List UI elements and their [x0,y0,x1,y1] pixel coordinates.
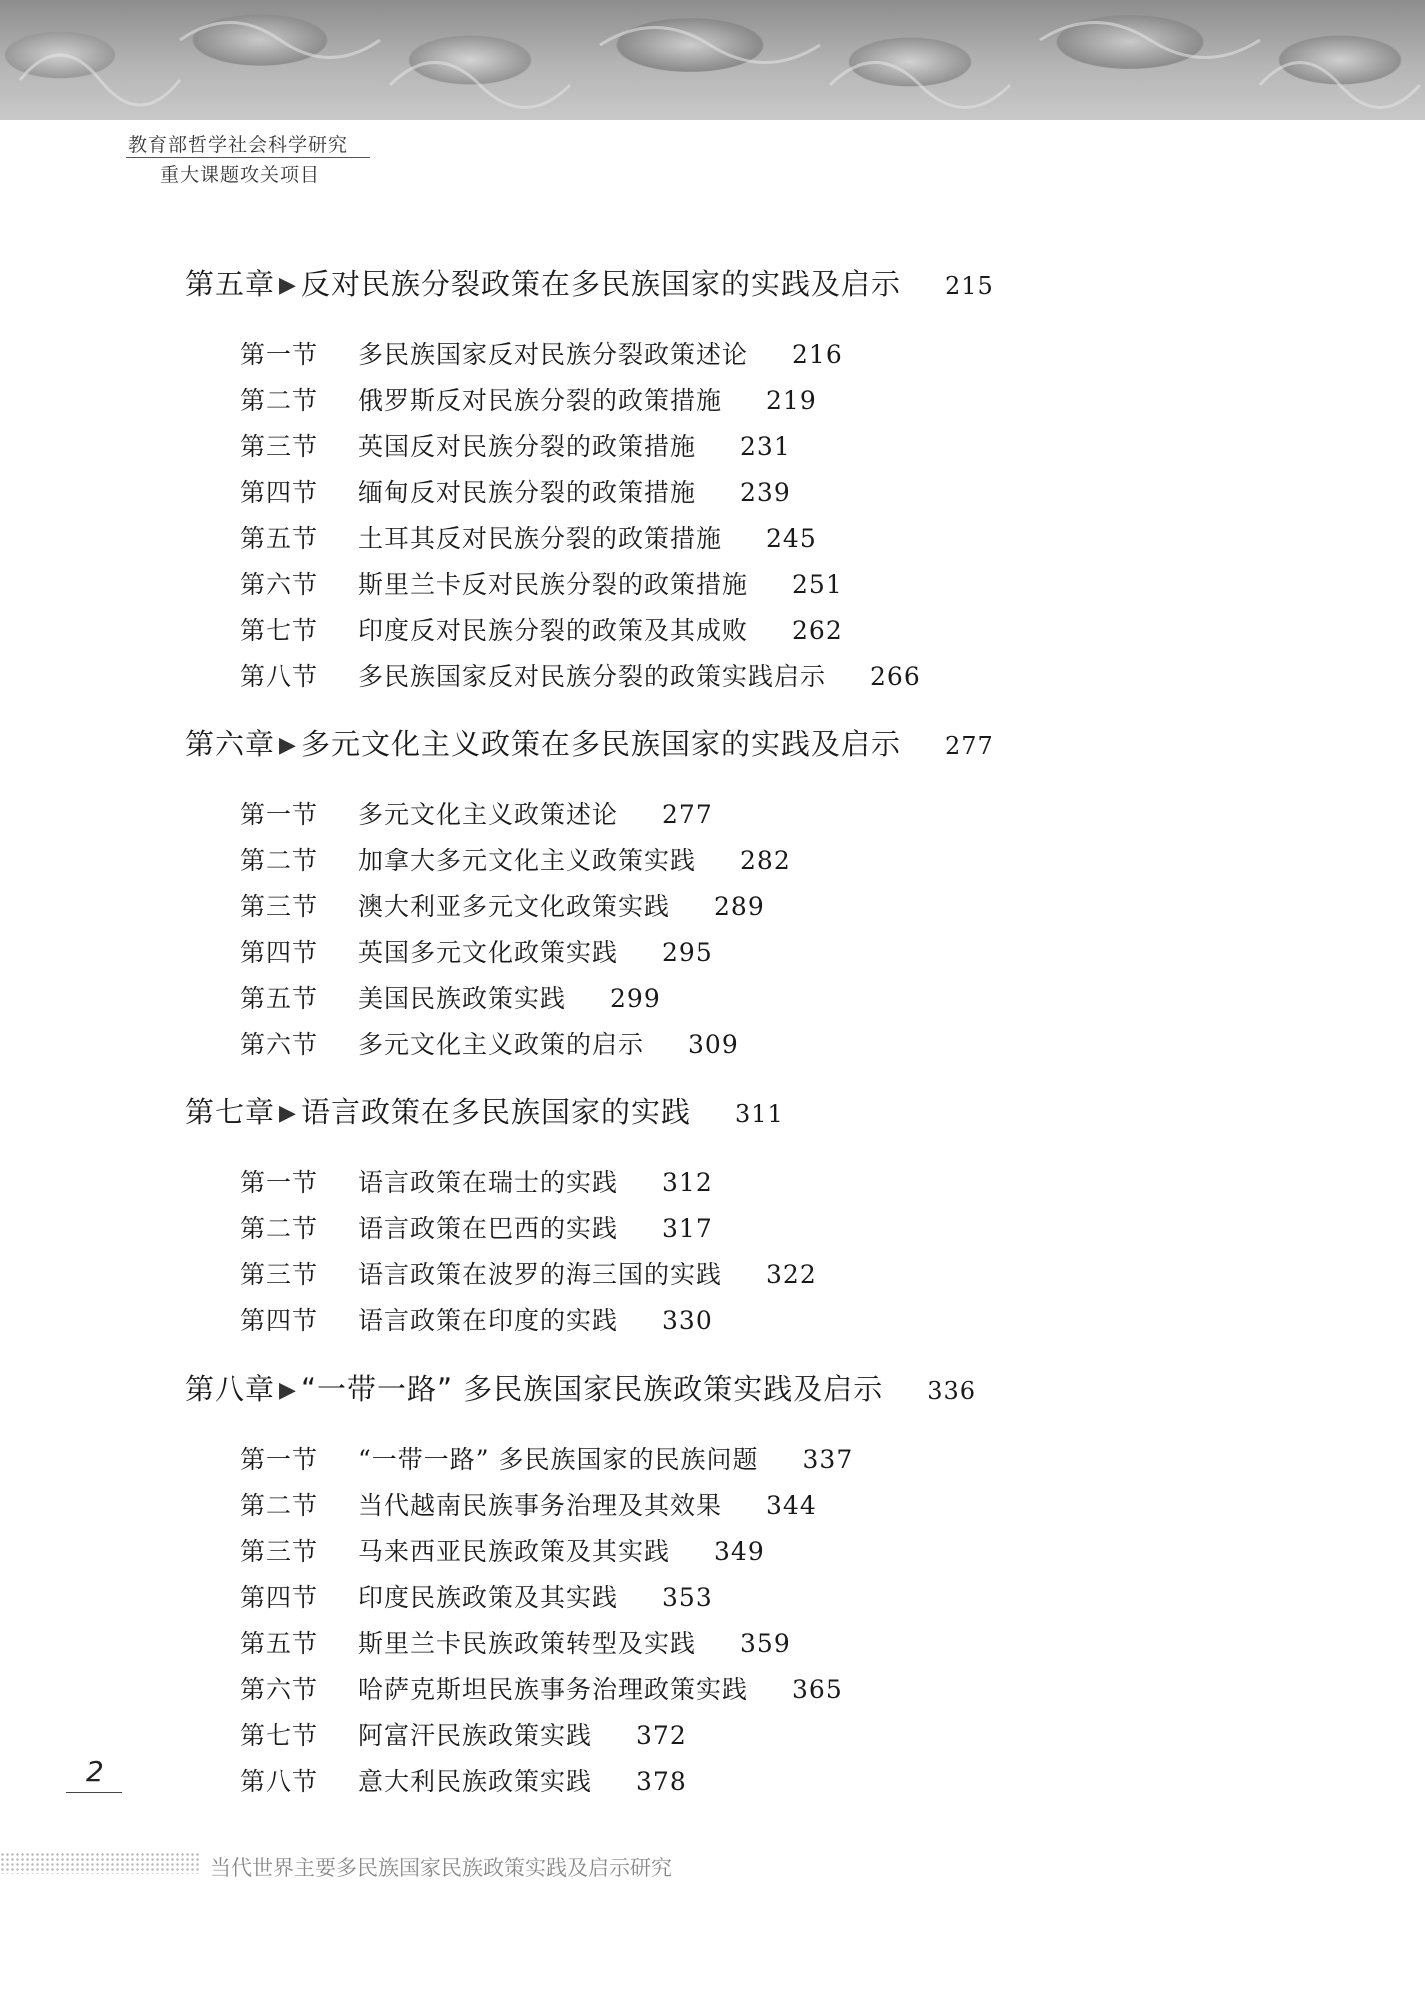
section-label: 第一节 [240,340,319,369]
section-title: 多元文化主义政策述论 [358,800,619,829]
section-title: 语言政策在波罗的海三国的实践 [358,1260,723,1289]
section-title: 马来西亚民族政策及其实践 [358,1537,671,1566]
section-label: 第二节 [240,1491,319,1520]
section-title: 俄罗斯反对民族分裂的政策措施 [358,386,723,415]
triangle-right-icon: ▶ [279,273,297,298]
section-entry[interactable] [240,1532,765,1568]
section-label: 第六节 [240,1675,319,1704]
section-title: 当代越南民族事务治理及其效果 [358,1491,723,1520]
section-entry[interactable] [240,1163,713,1199]
chapter-title: “一带一路” 多民族国家民族政策实践及启示 [300,1372,884,1406]
section-title: 斯里兰卡民族政策转型及实践 [358,1629,697,1658]
section-title: 美国民族政策实践 [358,984,567,1013]
section-page: 353 [662,1583,713,1612]
triangle-right-icon: ▶ [279,1101,297,1126]
section-title: 加拿大多元文化主义政策实践 [358,846,697,875]
section-entry[interactable] [240,1209,713,1245]
section-page: 317 [662,1214,713,1243]
section-page: 277 [662,800,713,829]
series-title: 教育部哲学社会科学研究 [128,134,349,156]
chapter-label: 第八章 [185,1372,276,1406]
section-entry[interactable] [240,565,843,601]
section-page: 365 [792,1675,843,1704]
section-label: 第一节 [240,1445,319,1474]
section-label: 第五节 [240,524,319,553]
section-title: 印度反对民族分裂的政策及其成败 [358,616,749,645]
page-number: 2 [86,1755,104,1788]
section-entry[interactable] [240,841,791,877]
section-page: 245 [766,524,817,553]
section-label: 第八节 [240,1767,319,1796]
section-page: 309 [688,1030,739,1059]
section-title: 英国反对民族分裂的政策措施 [358,432,697,461]
section-title: 澳大利亚多元文化政策实践 [358,892,671,921]
section-page: 330 [662,1306,713,1335]
section-entry[interactable] [240,1578,713,1614]
section-title: 英国多元文化政策实践 [358,938,619,967]
section-entry[interactable] [240,1624,791,1660]
section-title: 语言政策在瑞士的实践 [358,1168,619,1197]
section-entry[interactable] [240,381,817,417]
section-entry[interactable] [240,473,791,509]
section-entry[interactable] [240,1762,687,1798]
section-page: 344 [766,1491,817,1520]
section-entry[interactable] [240,979,661,1015]
chapter-page: 336 [927,1377,977,1405]
chapter-title: 语言政策在多民族国家的实践 [300,1095,691,1129]
dotted-footer-ornament [0,1852,200,1874]
section-entry[interactable] [240,795,713,831]
header-divider [126,157,370,158]
section-entry[interactable] [240,1716,687,1752]
chapter-page: 277 [944,732,994,760]
section-entry[interactable] [240,1486,817,1522]
section-title: 印度民族政策及其实践 [358,1583,619,1612]
section-entry[interactable] [240,519,817,555]
section-page: 337 [802,1445,854,1474]
section-label: 第一节 [240,1168,319,1197]
section-page: 372 [636,1721,687,1750]
section-page: 349 [714,1537,765,1566]
chapter-label: 第五章 [185,267,276,301]
section-entry[interactable] [240,887,765,923]
section-entry[interactable] [240,1301,713,1337]
section-label: 第二节 [240,1214,319,1243]
page-number-underline [66,1792,122,1793]
triangle-right-icon: ▶ [279,1378,297,1403]
section-page: 251 [792,570,843,599]
section-entry[interactable] [240,335,843,371]
section-title: 语言政策在印度的实践 [358,1306,619,1335]
section-label: 第三节 [240,1260,319,1289]
section-title: 多民族国家反对民族分裂政策述论 [358,340,749,369]
section-label: 第六节 [240,1030,319,1059]
section-label: 第二节 [240,846,319,875]
chapter-page: 311 [734,1100,784,1128]
section-label: 第四节 [240,1583,319,1612]
section-label: 第七节 [240,1721,319,1750]
section-entry[interactable] [240,1440,853,1476]
section-entry[interactable] [240,1670,843,1706]
triangle-right-icon: ▶ [279,733,297,758]
chapter-label: 第六章 [185,727,276,761]
chapter-title: 反对民族分裂政策在多民族国家的实践及启示 [300,267,901,301]
chapter-entry[interactable] [185,1367,976,1408]
section-label: 第四节 [240,1306,319,1335]
chapter-label: 第七章 [185,1095,276,1129]
section-label: 第四节 [240,478,319,507]
section-page: 262 [792,616,843,645]
series-subtitle: 重大课题攻关项目 [160,164,321,186]
section-title: 哈萨克斯坦民族事务治理政策实践 [358,1675,749,1704]
section-entry[interactable] [240,427,791,463]
section-page: 322 [766,1260,817,1289]
section-page: 239 [740,478,791,507]
section-label: 第五节 [240,984,319,1013]
section-page: 266 [870,662,921,691]
section-label: 第五节 [240,1629,319,1658]
section-page: 378 [636,1767,687,1796]
section-page: 295 [662,938,713,967]
chapter-entry[interactable] [185,722,994,763]
section-page: 299 [610,984,661,1013]
section-label: 第八节 [240,662,319,691]
section-page: 231 [740,432,791,461]
section-page: 289 [714,892,765,921]
cloud-pattern-banner [0,0,1425,120]
section-entry[interactable] [240,1025,739,1061]
section-entry[interactable] [240,657,921,693]
section-entry[interactable] [240,1255,817,1291]
chapter-entry[interactable] [185,1090,784,1131]
section-label: 第三节 [240,892,319,921]
section-label: 第七节 [240,616,319,645]
section-label: 第三节 [240,432,319,461]
chapter-entry[interactable] [185,262,994,303]
section-label: 第一节 [240,800,319,829]
section-title: 多元文化主义政策的启示 [358,1030,645,1059]
section-title: 斯里兰卡反对民族分裂的政策措施 [358,570,749,599]
section-label: 第四节 [240,938,319,967]
section-page: 312 [662,1168,713,1197]
section-title: 多民族国家反对民族分裂的政策实践启示 [358,662,827,691]
section-entry[interactable] [240,933,713,969]
section-entry[interactable] [240,611,843,647]
section-page: 359 [740,1629,791,1658]
section-title: 语言政策在巴西的实践 [358,1214,619,1243]
cloud-swirl-icon [0,0,1425,120]
section-page: 282 [740,846,791,875]
book-title-footer: 当代世界主要多民族国家民族政策实践及启示研究 [210,1856,672,1880]
section-title: 土耳其反对民族分裂的政策措施 [358,524,723,553]
chapter-title: 多元文化主义政策在多民族国家的实践及启示 [300,727,901,761]
section-label: 第二节 [240,386,319,415]
section-title: 缅甸反对民族分裂的政策措施 [358,478,697,507]
section-label: 第六节 [240,570,319,599]
section-label: 第三节 [240,1537,319,1566]
section-title: “一带一路” 多民族国家的民族问题 [358,1445,759,1474]
section-page: 216 [792,340,843,369]
section-title: 阿富汗民族政策实践 [358,1721,593,1750]
section-title: 意大利民族政策实践 [358,1767,593,1796]
section-page: 219 [766,386,817,415]
chapter-page: 215 [944,272,994,300]
